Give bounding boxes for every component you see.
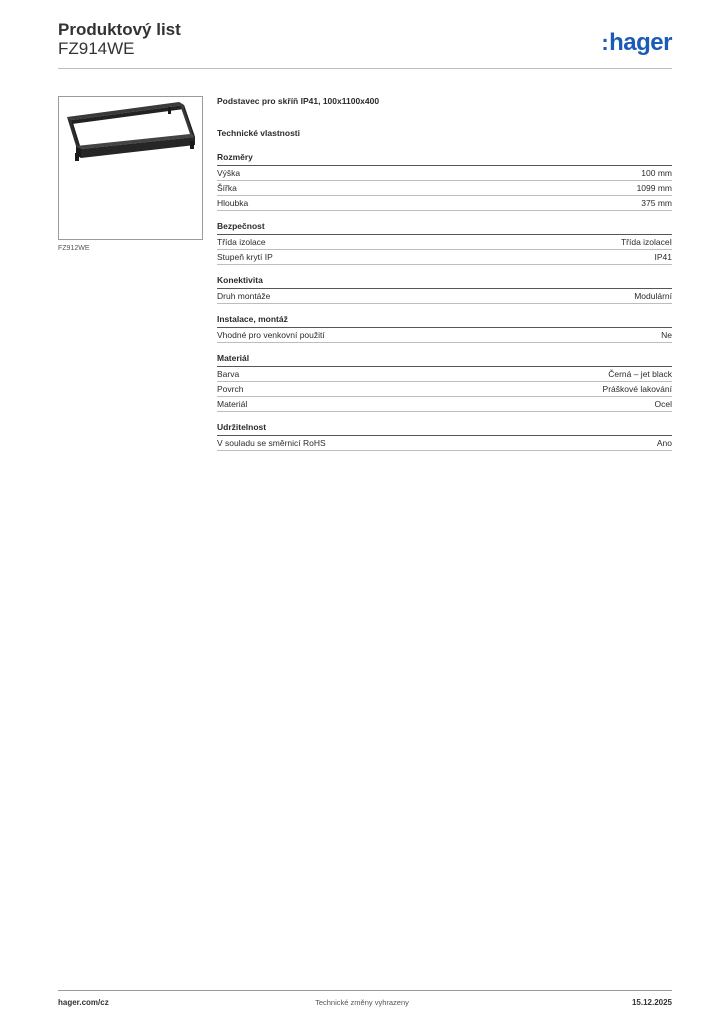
spec-row	[217, 328, 672, 343]
spec-section-title: Rozměry	[217, 152, 672, 166]
spec-value: Ocel	[654, 399, 672, 409]
footer-notice: Technické změny vyhrazeny	[315, 998, 409, 1007]
hager-logo	[601, 29, 672, 57]
spec-label: Stupeň krytí IP	[217, 252, 273, 262]
spec-section-title: Bezpečnost	[217, 221, 672, 235]
spec-row	[217, 289, 672, 304]
header-divider	[58, 68, 672, 69]
spec-label: Hloubka	[217, 198, 249, 208]
spec-row	[217, 196, 672, 211]
spec-value: Černá – jet black	[608, 369, 672, 379]
spec-label: V souladu se směrnicí RoHS	[217, 438, 326, 448]
spec-label: Výška	[217, 168, 241, 178]
specification-sections	[217, 152, 672, 451]
spec-label: Třída izolace	[217, 237, 266, 247]
spec-section	[217, 275, 672, 304]
spec-row	[217, 250, 672, 265]
spec-row	[217, 367, 672, 382]
spec-value: Ne	[661, 330, 672, 340]
spec-row	[217, 382, 672, 397]
product-image	[58, 96, 203, 240]
spec-section-title: Udržitelnost	[217, 422, 672, 436]
spec-row	[217, 166, 672, 181]
spec-section-title: Materiál	[217, 353, 672, 367]
spec-value: Ano	[656, 438, 672, 448]
product-code: FZ914WE	[58, 39, 135, 58]
spec-value: 375 mm	[641, 198, 672, 208]
technical-properties-heading: Technické vlastnosti	[217, 128, 300, 138]
base-frame-illustration	[59, 97, 202, 239]
spec-value: Třída izolaceI	[620, 237, 672, 247]
spec-section	[217, 152, 672, 211]
spec-label: Materiál	[217, 399, 248, 409]
logo-dots: :	[601, 30, 609, 55]
spec-row	[217, 235, 672, 250]
spec-value: 100 mm	[641, 168, 672, 178]
product-description: Podstavec pro skříň IP41, 100x1100x400	[217, 96, 380, 106]
spec-row	[217, 436, 672, 451]
footer-date: 15.12.2025	[631, 998, 672, 1007]
spec-label: Povrch	[217, 384, 244, 394]
spec-value: Modulární	[634, 291, 672, 301]
footer-website: hager.com/cz	[58, 998, 109, 1007]
product-content	[217, 96, 672, 461]
spec-label: Vhodné pro venkovní použití	[217, 330, 325, 340]
spec-value: Práškové lakování	[602, 384, 672, 394]
spec-label: Druh montáže	[217, 291, 271, 301]
logo-text: hager	[609, 29, 672, 56]
spec-label: Barva	[217, 369, 240, 379]
spec-section-title: Konektivita	[217, 275, 672, 289]
spec-section	[217, 221, 672, 265]
spec-row	[217, 181, 672, 196]
footer-divider	[58, 990, 672, 991]
spec-value: IP41	[654, 252, 672, 262]
spec-value: 1099 mm	[636, 183, 672, 193]
spec-section	[217, 422, 672, 451]
spec-label: Šířka	[217, 183, 237, 193]
spec-section-title: Instalace, montáž	[217, 314, 672, 328]
image-caption: FZ912WE	[58, 245, 90, 252]
spec-row	[217, 397, 672, 412]
spec-section	[217, 353, 672, 412]
spec-section	[217, 314, 672, 343]
page-title: Produktový list	[58, 20, 181, 39]
